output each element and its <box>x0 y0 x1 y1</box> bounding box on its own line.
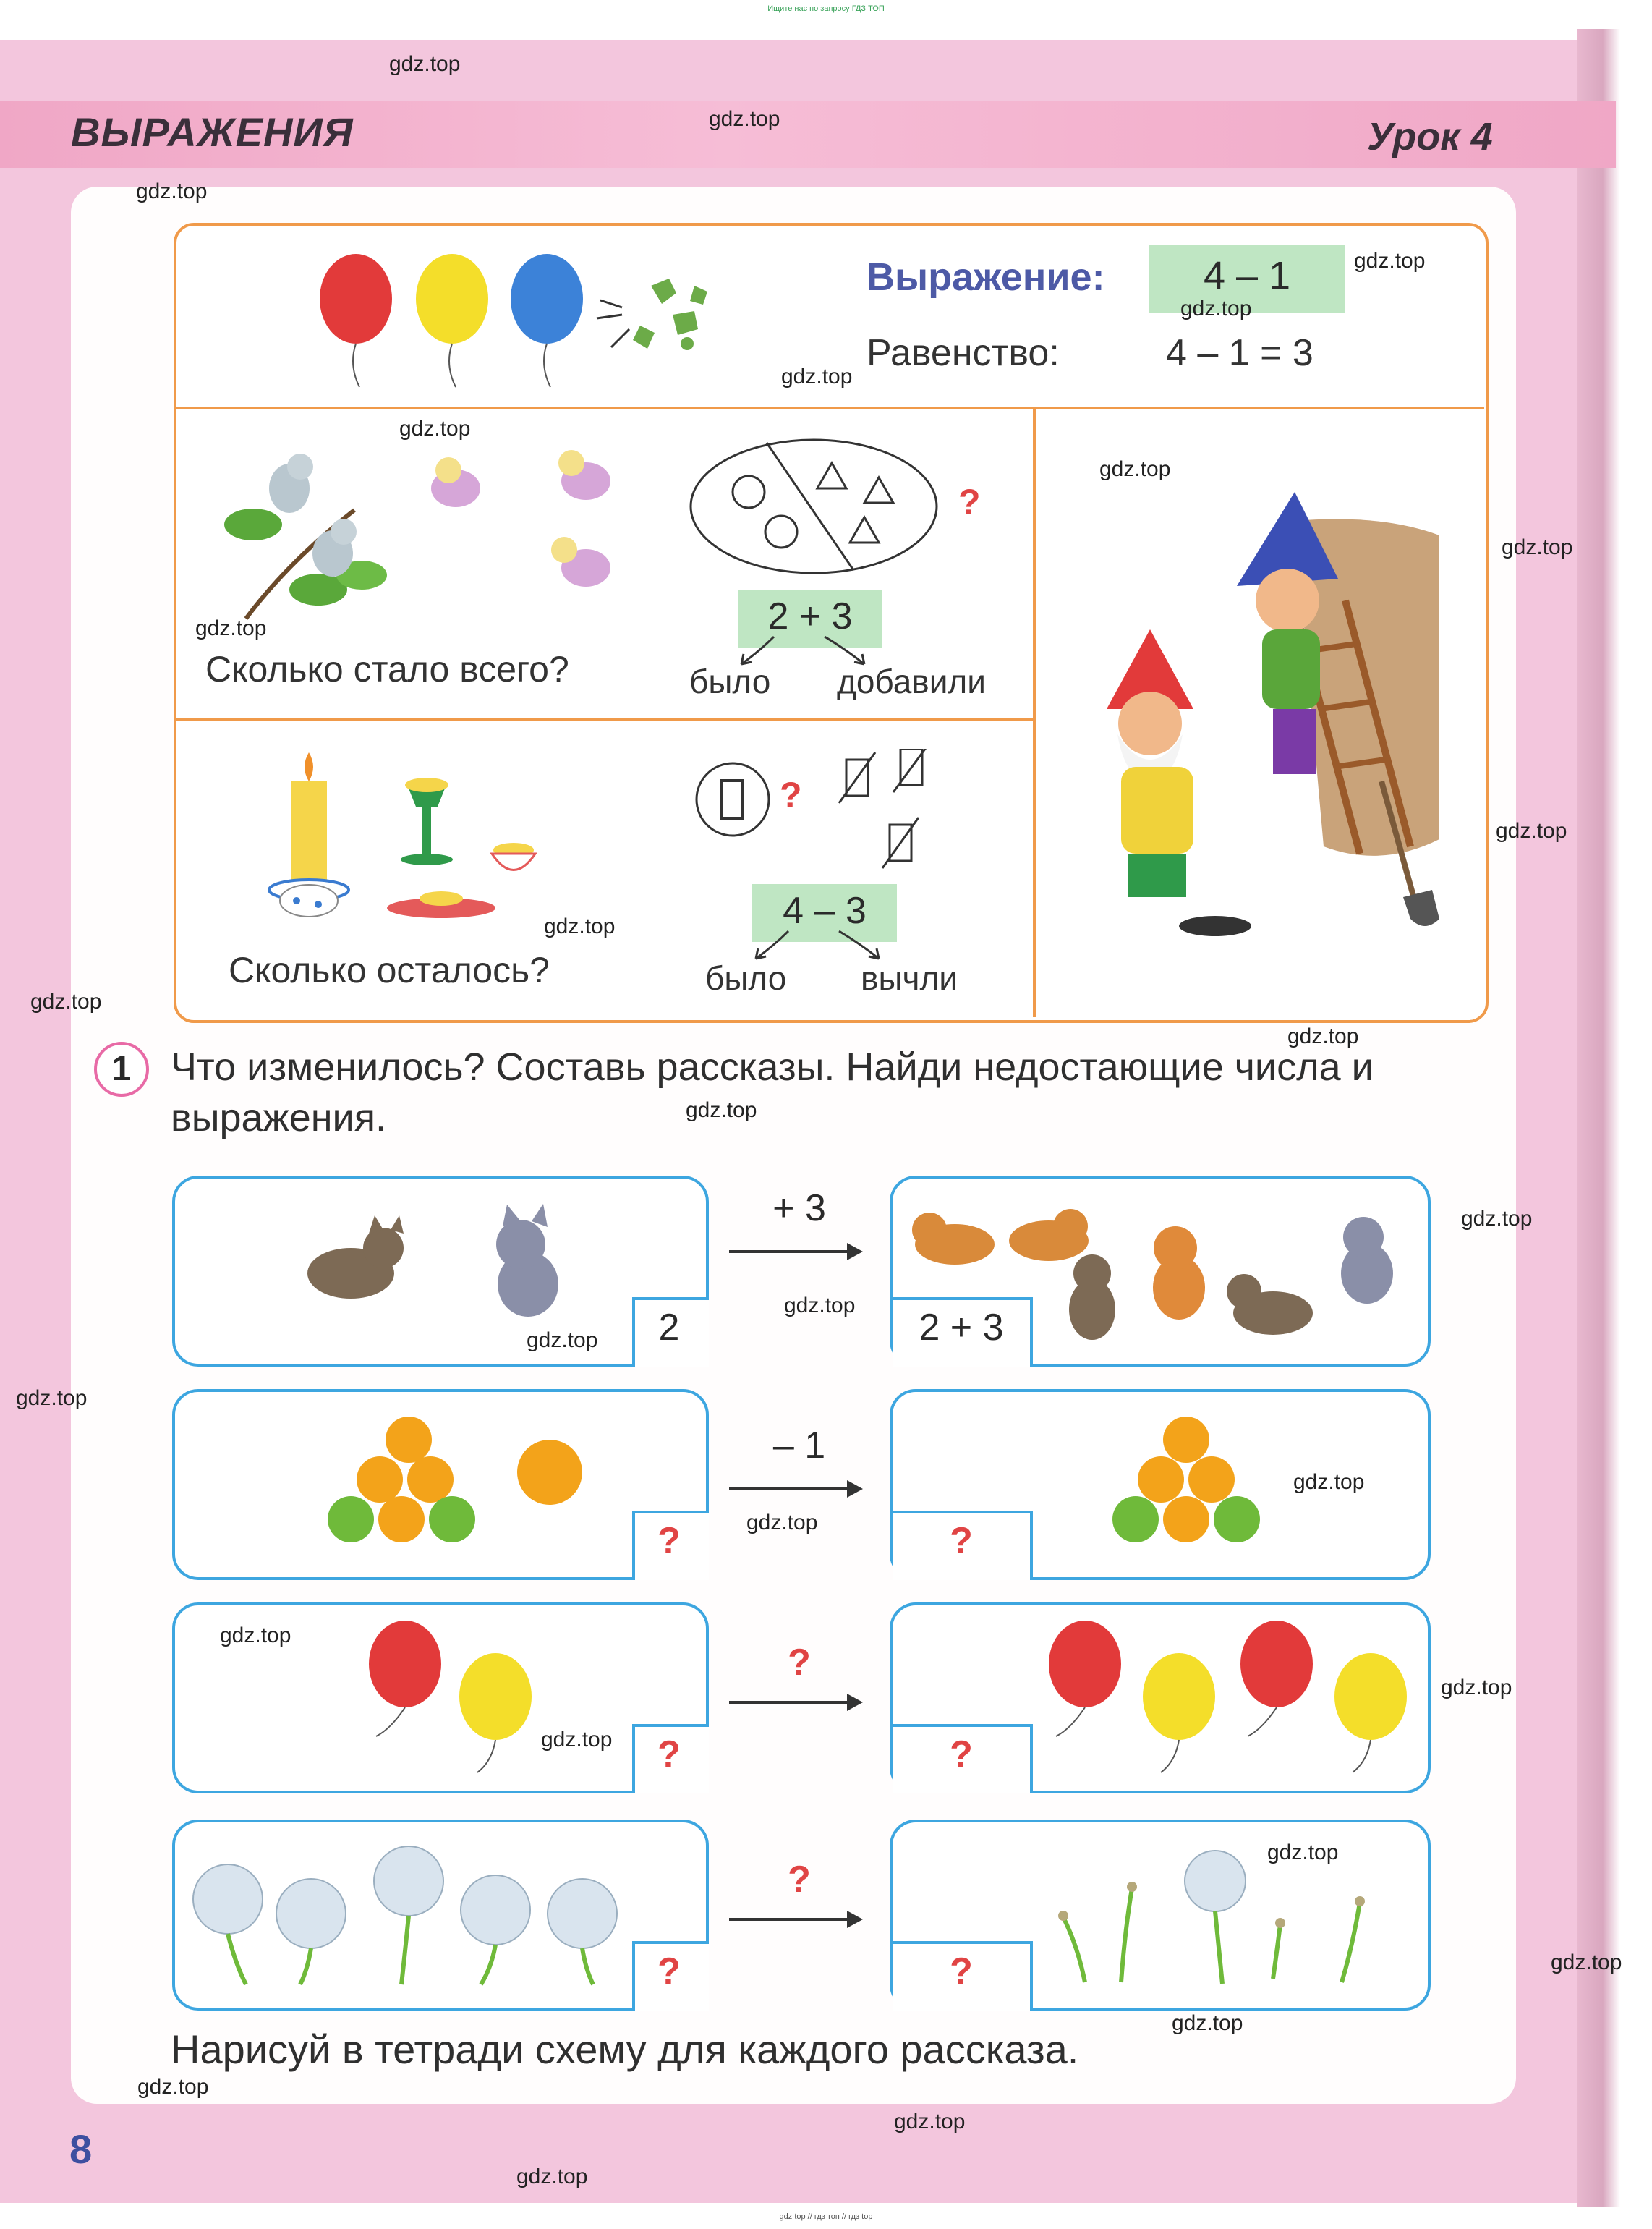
yellow-balloon-icon <box>1143 1653 1215 1772</box>
dandelion-icon <box>276 1879 346 1984</box>
apple-icon <box>1112 1496 1159 1542</box>
page-edge <box>1577 29 1620 2207</box>
watermark: gdz.top <box>1496 819 1567 843</box>
watermark: gdz.top <box>781 365 853 389</box>
oranges-before-illustration <box>318 1407 622 1552</box>
section-title: ВЫРАЖЕНИЯ <box>71 109 354 155</box>
yellow-balloon-icon <box>1334 1653 1407 1772</box>
frame-divider <box>1033 408 1036 1017</box>
dandelion-stem-icon <box>1273 1918 1285 1979</box>
footer-instruction: Нарисуй в тетради схему для каждого рассказа. <box>171 2026 1079 2072</box>
watermark: gdz.top <box>1461 1207 1533 1231</box>
answer-value: ? <box>950 1520 973 1562</box>
watermark: gdz.top <box>136 179 208 203</box>
subtraction-was-label: было <box>705 959 787 997</box>
plate-candle-icon <box>387 891 495 918</box>
page-number: 8 <box>69 2126 93 2172</box>
watermark: gdz.top <box>527 1328 598 1352</box>
flying-bird-icon <box>558 450 610 500</box>
kitten-icon <box>1227 1274 1313 1335</box>
watermark: gdz.top <box>1267 1840 1339 1864</box>
kittens-after-illustration <box>904 1186 1418 1353</box>
watermark: gdz.top <box>686 1098 757 1122</box>
orange-icon <box>386 1417 432 1463</box>
balloons-burst-illustration <box>311 242 759 398</box>
cup-candle-icon <box>492 843 535 870</box>
arrow-icon <box>729 1905 867 1934</box>
arrow-icon <box>729 1474 867 1503</box>
watermark: gdz.top <box>220 1623 291 1647</box>
expression-value: 4 – 1 <box>1203 254 1291 297</box>
watermark: gdz.top <box>30 990 102 1014</box>
orange-icon <box>1188 1456 1235 1503</box>
subtraction-expression: 4 – 3 <box>783 890 867 932</box>
lower-gnome-icon <box>1107 629 1193 897</box>
orange-icon <box>1163 1417 1209 1463</box>
tall-candle-icon <box>269 752 349 917</box>
operation-label: – 1 <box>772 1425 826 1466</box>
red-balloon-icon <box>369 1621 441 1736</box>
orange-icon <box>407 1456 454 1503</box>
watermark: gdz.top <box>195 616 267 640</box>
watermark: gdz.top <box>137 2075 209 2099</box>
subtraction-question: Сколько осталось? <box>229 950 550 990</box>
orange-icon <box>1163 1496 1209 1542</box>
yellow-balloon-icon <box>459 1653 532 1772</box>
dandelion-stem-icon <box>1058 1911 1085 1982</box>
watermark: gdz.top <box>389 52 461 76</box>
gnomes-illustration <box>1078 477 1454 941</box>
kitten-icon <box>307 1215 404 1299</box>
operation-label: + 3 <box>772 1187 826 1229</box>
flying-bird-icon <box>551 537 610 587</box>
answer-value: 2 + 3 <box>919 1307 1004 1349</box>
watermark: gdz.top <box>1287 1024 1359 1048</box>
apple-icon <box>328 1496 374 1542</box>
bottom-note: gdz top // гдз топ // гдз top <box>779 2212 873 2221</box>
balloons-after-illustration <box>1034 1617 1418 1783</box>
blue-balloon-icon <box>511 254 583 387</box>
watermark: gdz.top <box>1502 535 1573 559</box>
red-balloon-icon <box>1240 1621 1313 1736</box>
watermark: gdz.top <box>541 1728 613 1752</box>
arrow-icon <box>729 1688 867 1717</box>
dandelions-before-illustration <box>188 1845 622 1990</box>
equality-label: Равенство: <box>867 332 1060 374</box>
orange-icon <box>357 1456 403 1503</box>
watermark: gdz.top <box>784 1294 856 1317</box>
dandelion-icon <box>374 1846 443 1984</box>
dandelions-after-illustration <box>1042 1845 1418 1990</box>
orange-icon <box>378 1496 425 1542</box>
arrow-icon <box>729 1237 867 1266</box>
watermark: gdz.top <box>1099 457 1171 481</box>
addition-question: Сколько стало всего? <box>205 649 569 689</box>
subtraction-subtracted-label: вычли <box>861 959 958 997</box>
task-number: 1 <box>94 1042 149 1097</box>
top-note: Ищите нас по запросу ГДЗ ТОП <box>767 4 885 13</box>
dandelion-icon <box>193 1864 263 1984</box>
operation-label: ? <box>788 1642 811 1684</box>
watermark: gdz.top <box>1441 1676 1512 1699</box>
candlestick-icon <box>401 778 453 865</box>
dandelion-icon <box>1185 1851 1246 1984</box>
addition-was-label: было <box>689 663 771 700</box>
apple-icon <box>1214 1496 1260 1542</box>
watermark: gdz.top <box>894 2110 966 2134</box>
oranges-after-illustration <box>1092 1407 1280 1552</box>
apple-icon <box>429 1496 475 1542</box>
orange-icon <box>517 1440 582 1505</box>
question-mark: ? <box>780 775 802 815</box>
addition-expression: 2 + 3 <box>767 595 853 637</box>
answer-value: ? <box>657 1520 681 1562</box>
kitten-icon <box>1341 1217 1393 1304</box>
answer-value: ? <box>950 1950 973 1992</box>
watermark: gdz.top <box>516 2165 588 2188</box>
watermark: gdz.top <box>544 914 616 938</box>
branch-with-birds-icon <box>224 454 387 619</box>
frame-divider <box>175 407 1484 409</box>
red-balloon-icon <box>1049 1621 1121 1736</box>
answer-value: 2 <box>658 1307 680 1349</box>
dandelion-icon <box>461 1875 530 1984</box>
kitten-icon <box>1069 1254 1115 1340</box>
watermark: gdz.top <box>1551 1950 1622 1974</box>
kitten-icon <box>912 1213 995 1265</box>
watermark: gdz.top <box>1293 1470 1365 1494</box>
dandelion-icon <box>548 1879 617 1984</box>
answer-value: ? <box>657 1950 681 1992</box>
burst-balloon-icon <box>597 279 707 350</box>
lesson-label: Урок 4 <box>1367 115 1493 158</box>
task-text: Что изменилось? Составь рассказы. Найди недостающие числа и выражения. <box>171 1045 1374 1139</box>
kitten-icon <box>496 1204 558 1317</box>
yellow-balloon-icon <box>416 254 488 387</box>
answer-value: ? <box>950 1733 973 1775</box>
addition-added-label: добавили <box>837 663 986 700</box>
kittens-before-illustration <box>282 1201 586 1331</box>
kitten-icon <box>1153 1226 1205 1320</box>
watermark: gdz.top <box>1354 249 1426 273</box>
red-balloon-icon <box>320 254 392 387</box>
question-mark: ? <box>958 482 981 522</box>
watermark: gdz.top <box>746 1511 818 1534</box>
flying-bird-icon <box>431 457 480 507</box>
answer-value: ? <box>657 1733 681 1775</box>
expression-label: Выражение: <box>867 255 1105 299</box>
frame-divider <box>175 718 1034 721</box>
subtraction-diagram <box>691 749 966 886</box>
watermark: gdz.top <box>16 1386 88 1410</box>
equality-value: 4 – 1 = 3 <box>1166 332 1313 374</box>
operation-label: ? <box>788 1859 811 1901</box>
kitten-icon <box>1009 1209 1089 1261</box>
dandelion-stem-icon <box>1121 1882 1137 1982</box>
birds-illustration <box>210 430 644 637</box>
watermark: gdz.top <box>1172 2011 1243 2035</box>
watermark: gdz.top <box>1180 297 1252 320</box>
candles-illustration <box>246 745 586 926</box>
watermark: gdz.top <box>709 107 780 131</box>
addition-diagram <box>687 434 948 579</box>
balloons-before-illustration <box>347 1617 550 1783</box>
orange-icon <box>1138 1456 1184 1503</box>
dandelion-stem-icon <box>1342 1896 1365 1982</box>
watermark: gdz.top <box>399 417 471 441</box>
